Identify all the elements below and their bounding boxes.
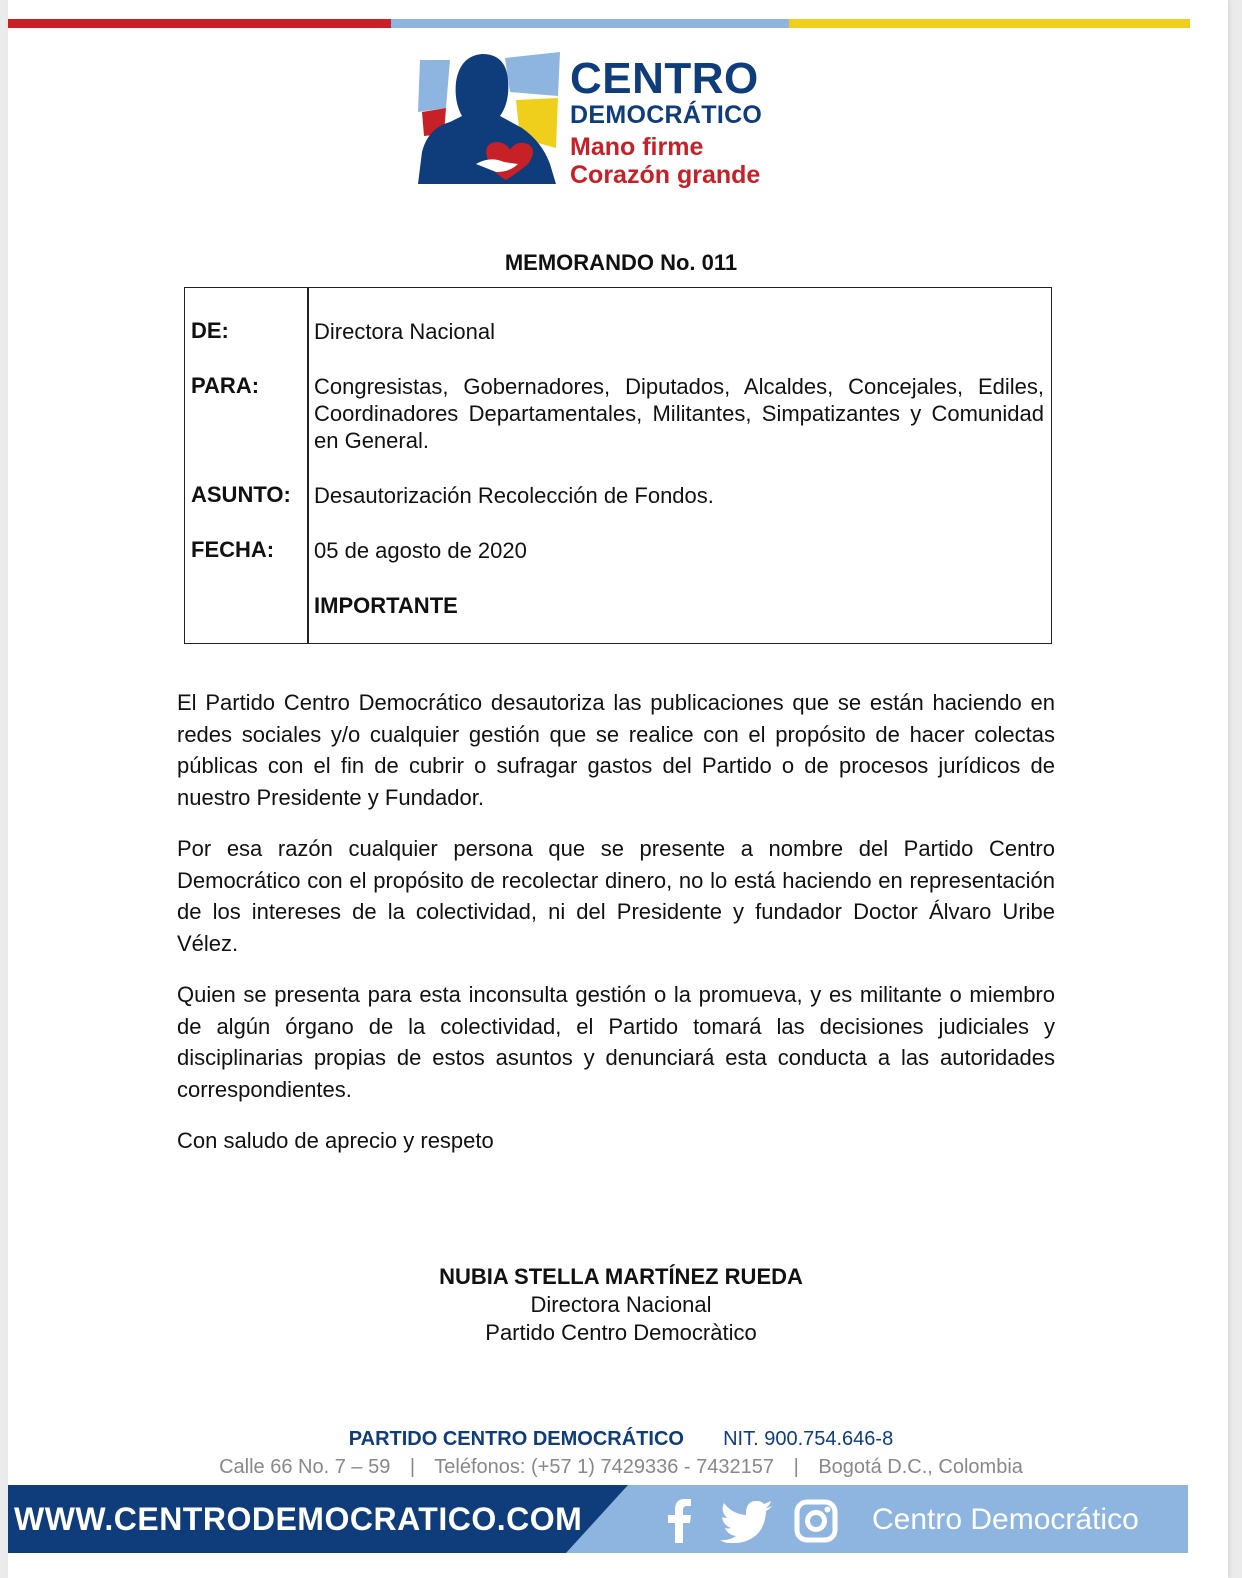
- footer-separator: |: [409, 1456, 416, 1478]
- body-paragraph-1: El Partido Centro Democrático desautoriza las publicaciones que se están haciendo en redes sociales y/o cualquier gestión que se realice con el propósito de hacer colectas públicas con el fin de cubrir o sufragar gastos del Partido o de procesos jurídicos de nuestro Presidente y Fundador.: [177, 690, 1055, 810]
- value-asunto: Desautorización Recolección de Fondos.: [314, 483, 714, 508]
- body-paragraph-2: Por esa razón cualquier persona que se presente a nombre del Partido Centro Democrático con el propósito de recolectar dinero, no lo está haciendo en representación de los intereses de la colectividad, ni del Presidente y fundador Doctor Álvaro Uribe Vélez.: [177, 836, 1055, 956]
- label-asunto: ASUNTO:: [191, 482, 291, 507]
- footer-contact-line: [0, 1456, 1242, 1479]
- label-para: PARA:: [191, 373, 260, 398]
- table-divider: [307, 288, 309, 643]
- instagram-icon[interactable]: [794, 1499, 838, 1543]
- footer-party-line: [0, 1428, 1242, 1451]
- social-handle: Centro Democrático: [872, 1503, 1139, 1536]
- closing-line: Con saludo de aprecio y respeto: [177, 1128, 494, 1153]
- signature-name: NUBIA STELLA MARTÍNEZ RUEDA: [439, 1264, 803, 1289]
- footer-party-name: PARTIDO CENTRO DEMOCRÁTICO: [348, 1428, 684, 1450]
- footer-address: Calle 66 No. 7 – 59: [219, 1456, 391, 1478]
- label-de: DE:: [191, 318, 229, 343]
- label-fecha: FECHA:: [191, 537, 275, 562]
- twitter-icon[interactable]: [720, 1501, 772, 1543]
- value-de: Directora Nacional: [314, 319, 495, 344]
- logo-line-democratico: DEMOCRÁTICO: [570, 101, 763, 129]
- footer-city: Bogotá D.C., Colombia: [818, 1456, 1023, 1478]
- facebook-icon[interactable]: [664, 1499, 694, 1543]
- memo-title: MEMORANDO No. 011: [504, 250, 738, 275]
- footer-nit: NIT. 900.754.646-8: [723, 1428, 894, 1450]
- logo-line-centro: CENTRO: [570, 54, 759, 103]
- value-para: Congresistas, Gobernadores, Diputados, Alcaldes, Concejales, Ediles, Coordinadores Departamentales, Militantes, Simpatizantes y Comunidad en General.: [314, 374, 1044, 453]
- logo-line-mano-firme: Mano firme: [570, 133, 704, 161]
- importante-label: IMPORTANTE: [314, 593, 458, 618]
- footer-phones: Teléfonos: (+57 1) 7429336 - 7432157: [434, 1456, 775, 1478]
- memo-header-table: [184, 287, 1052, 644]
- logo-line-corazon-grande: Corazón grande: [570, 161, 761, 189]
- body-paragraph-3: Quien se presenta para esta inconsulta gestión o la promueva, y es militante o miembro de algún órgano de la colectividad, el Partido tomará las decisiones judiciales y disciplinarias propias de estos asuntos y denunciará esta conducta a las autoridades correspondientes.: [177, 982, 1055, 1102]
- signature-role: Directora Nacional: [530, 1292, 712, 1317]
- logo-wordmark: [570, 54, 830, 189]
- value-fecha: 05 de agosto de 2020: [314, 538, 527, 563]
- website-link[interactable]: WWW.CENTRODEMOCRATICO.COM: [14, 1501, 583, 1537]
- signature-org: Partido Centro Democràtico: [485, 1320, 757, 1345]
- header-color-bar: [8, 19, 1190, 28]
- footer-bar: [8, 1485, 1188, 1553]
- footer-separator: |: [793, 1456, 799, 1478]
